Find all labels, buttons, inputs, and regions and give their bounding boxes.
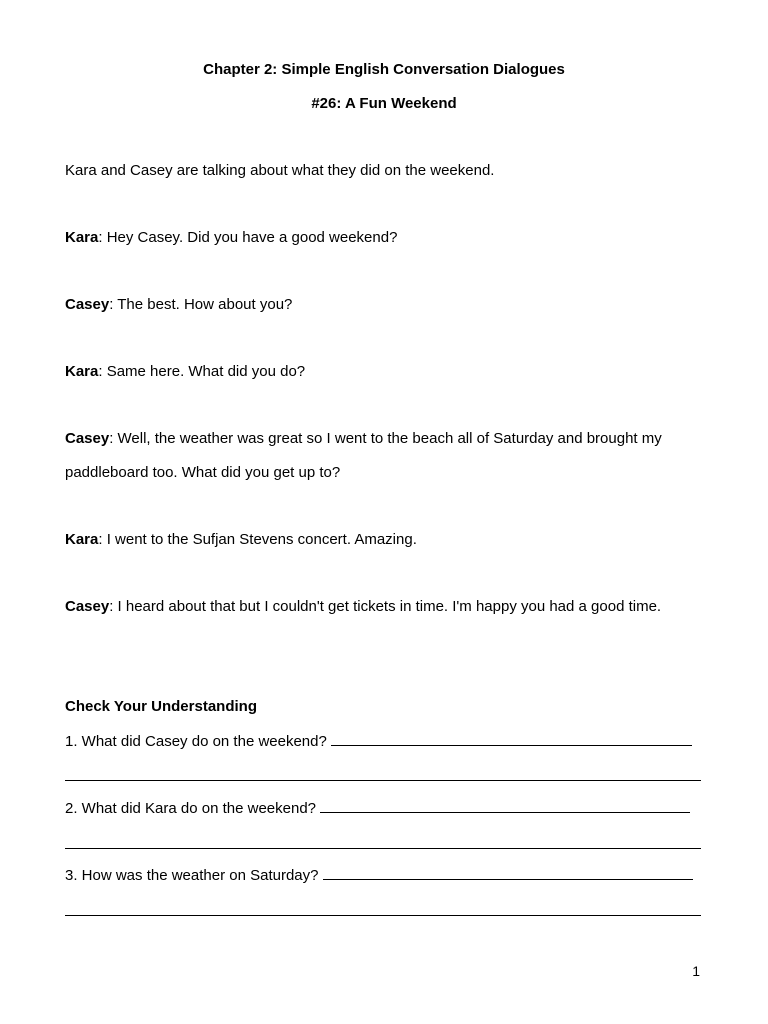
speaker-name: Casey — [65, 598, 110, 615]
question-text: 3. How was the weather on Saturday? — [65, 867, 319, 884]
dialogue-line — [65, 429, 662, 449]
dialogue-text: : Well, the weather was great so I went to the beach all of Saturday and brought my — [109, 430, 662, 447]
speaker-name: Casey — [65, 296, 110, 313]
answer-blank[interactable] — [331, 731, 692, 746]
page-number: 1 — [692, 963, 700, 979]
dialogue-line — [65, 597, 661, 617]
answer-line[interactable] — [65, 915, 701, 916]
chapter-title: Chapter 2: Simple English Conversation Dialogues — [203, 61, 565, 78]
answer-line[interactable] — [65, 780, 701, 781]
question-1 — [65, 731, 692, 752]
speaker-name: Kara — [65, 363, 99, 380]
comprehension-heading: Check Your Understanding — [65, 698, 257, 715]
dialogue-text: : The best. How about you? — [109, 296, 293, 313]
dialogue-title: #26: A Fun Weekend — [311, 95, 457, 112]
question-text: 2. What did Kara do on the weekend? — [65, 800, 317, 817]
dialogue-line — [65, 362, 305, 382]
dialogue-text: : I went to the Sufjan Stevens concert. Amazing. — [98, 531, 417, 548]
dialogue-line — [65, 228, 397, 248]
dialogue-text: : I heard about that but I couldn't get tickets in time. I'm happy you had a good time. — [109, 598, 662, 615]
dialogue-line — [65, 530, 417, 550]
dialogue-text: : Same here. What did you do? — [98, 363, 306, 380]
answer-blank[interactable] — [323, 865, 693, 880]
question-text: 1. What did Casey do on the weekend? — [65, 733, 327, 750]
dialogue-text: : Hey Casey. Did you have a good weekend? — [98, 229, 398, 246]
question-2 — [65, 798, 690, 819]
answer-blank[interactable] — [320, 798, 690, 813]
speaker-name: Kara — [65, 229, 99, 246]
question-3 — [65, 865, 693, 886]
intro-text: Kara and Casey are talking about what they did on the weekend. — [65, 162, 495, 179]
dialogue-line — [65, 295, 292, 315]
speaker-name: Casey — [65, 430, 110, 447]
answer-line[interactable] — [65, 848, 701, 849]
speaker-name: Kara — [65, 531, 99, 548]
dialogue-continuation: paddleboard too. What did you get up to? — [65, 464, 341, 481]
